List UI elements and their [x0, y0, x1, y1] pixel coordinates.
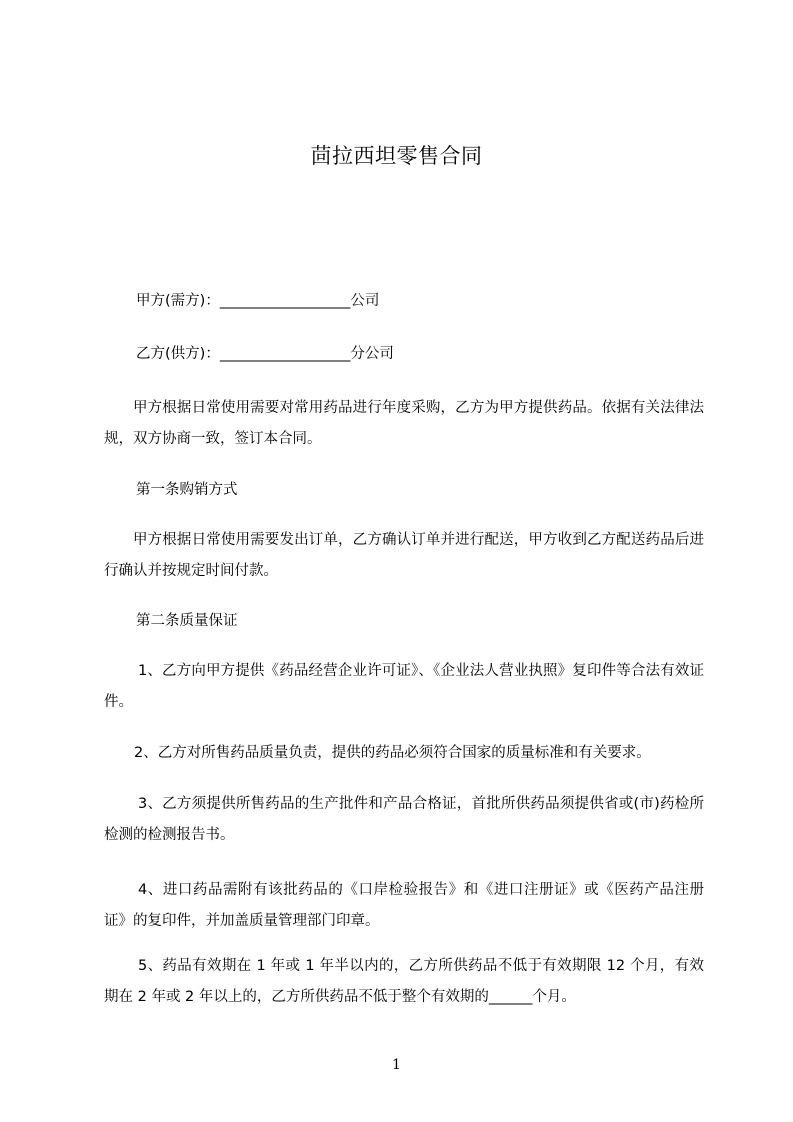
clause-2-paragraph: 2、乙方对所售药品质量负责，提供的药品必须符合国家的质量标准和有关要求。: [134, 745, 651, 761]
document-title: 茴拉西坦零售合同: [310, 144, 483, 168]
article-1-heading: 第一条购销方式: [136, 482, 238, 498]
party-a-line: 甲方(需方)：__________________公司: [136, 293, 380, 309]
clause-4-paragraph: 4、进口药品需附有该批药品的《口岸检验报告》和《进口注册证》或《医药产品注册证》的复印件，并加盖质量管理部门印章。: [104, 882, 704, 929]
clause-5-paragraph: 5、药品有效期在 1 年或 1 年半以内的，乙方所供药品不低于有效期限 12 个月，有效期在 2 年或 2 年以上的，乙方所供药品不低于整个有效期的______个月。: [104, 958, 704, 1005]
page-number: 1: [392, 1057, 401, 1073]
article-1-paragraph: 甲方根据日常使用需要发出订单，乙方确认订单并进行配送，甲方收到乙方配送药品后进行确认并按规定时间付款。: [104, 532, 704, 579]
clause-3-paragraph: 3、乙方须提供所售药品的生产批件和产品合格证，首批所供药品须提供省或(市)药检所检测的检测报告书。: [104, 796, 704, 843]
preamble-paragraph: 甲方根据日常使用需要对常用药品进行年度采购，乙方为甲方提供药品。依据有关法律法规，双方协商一致，签订本合同。: [104, 400, 704, 447]
party-b-line: 乙方(供方)：__________________分公司: [136, 346, 394, 362]
clause-1-paragraph: 1、乙方向甲方提供《药品经营企业许可证》、《企业法人营业执照》复印件等合法有效证件。: [104, 663, 704, 710]
article-2-heading: 第二条质量保证: [136, 613, 238, 629]
